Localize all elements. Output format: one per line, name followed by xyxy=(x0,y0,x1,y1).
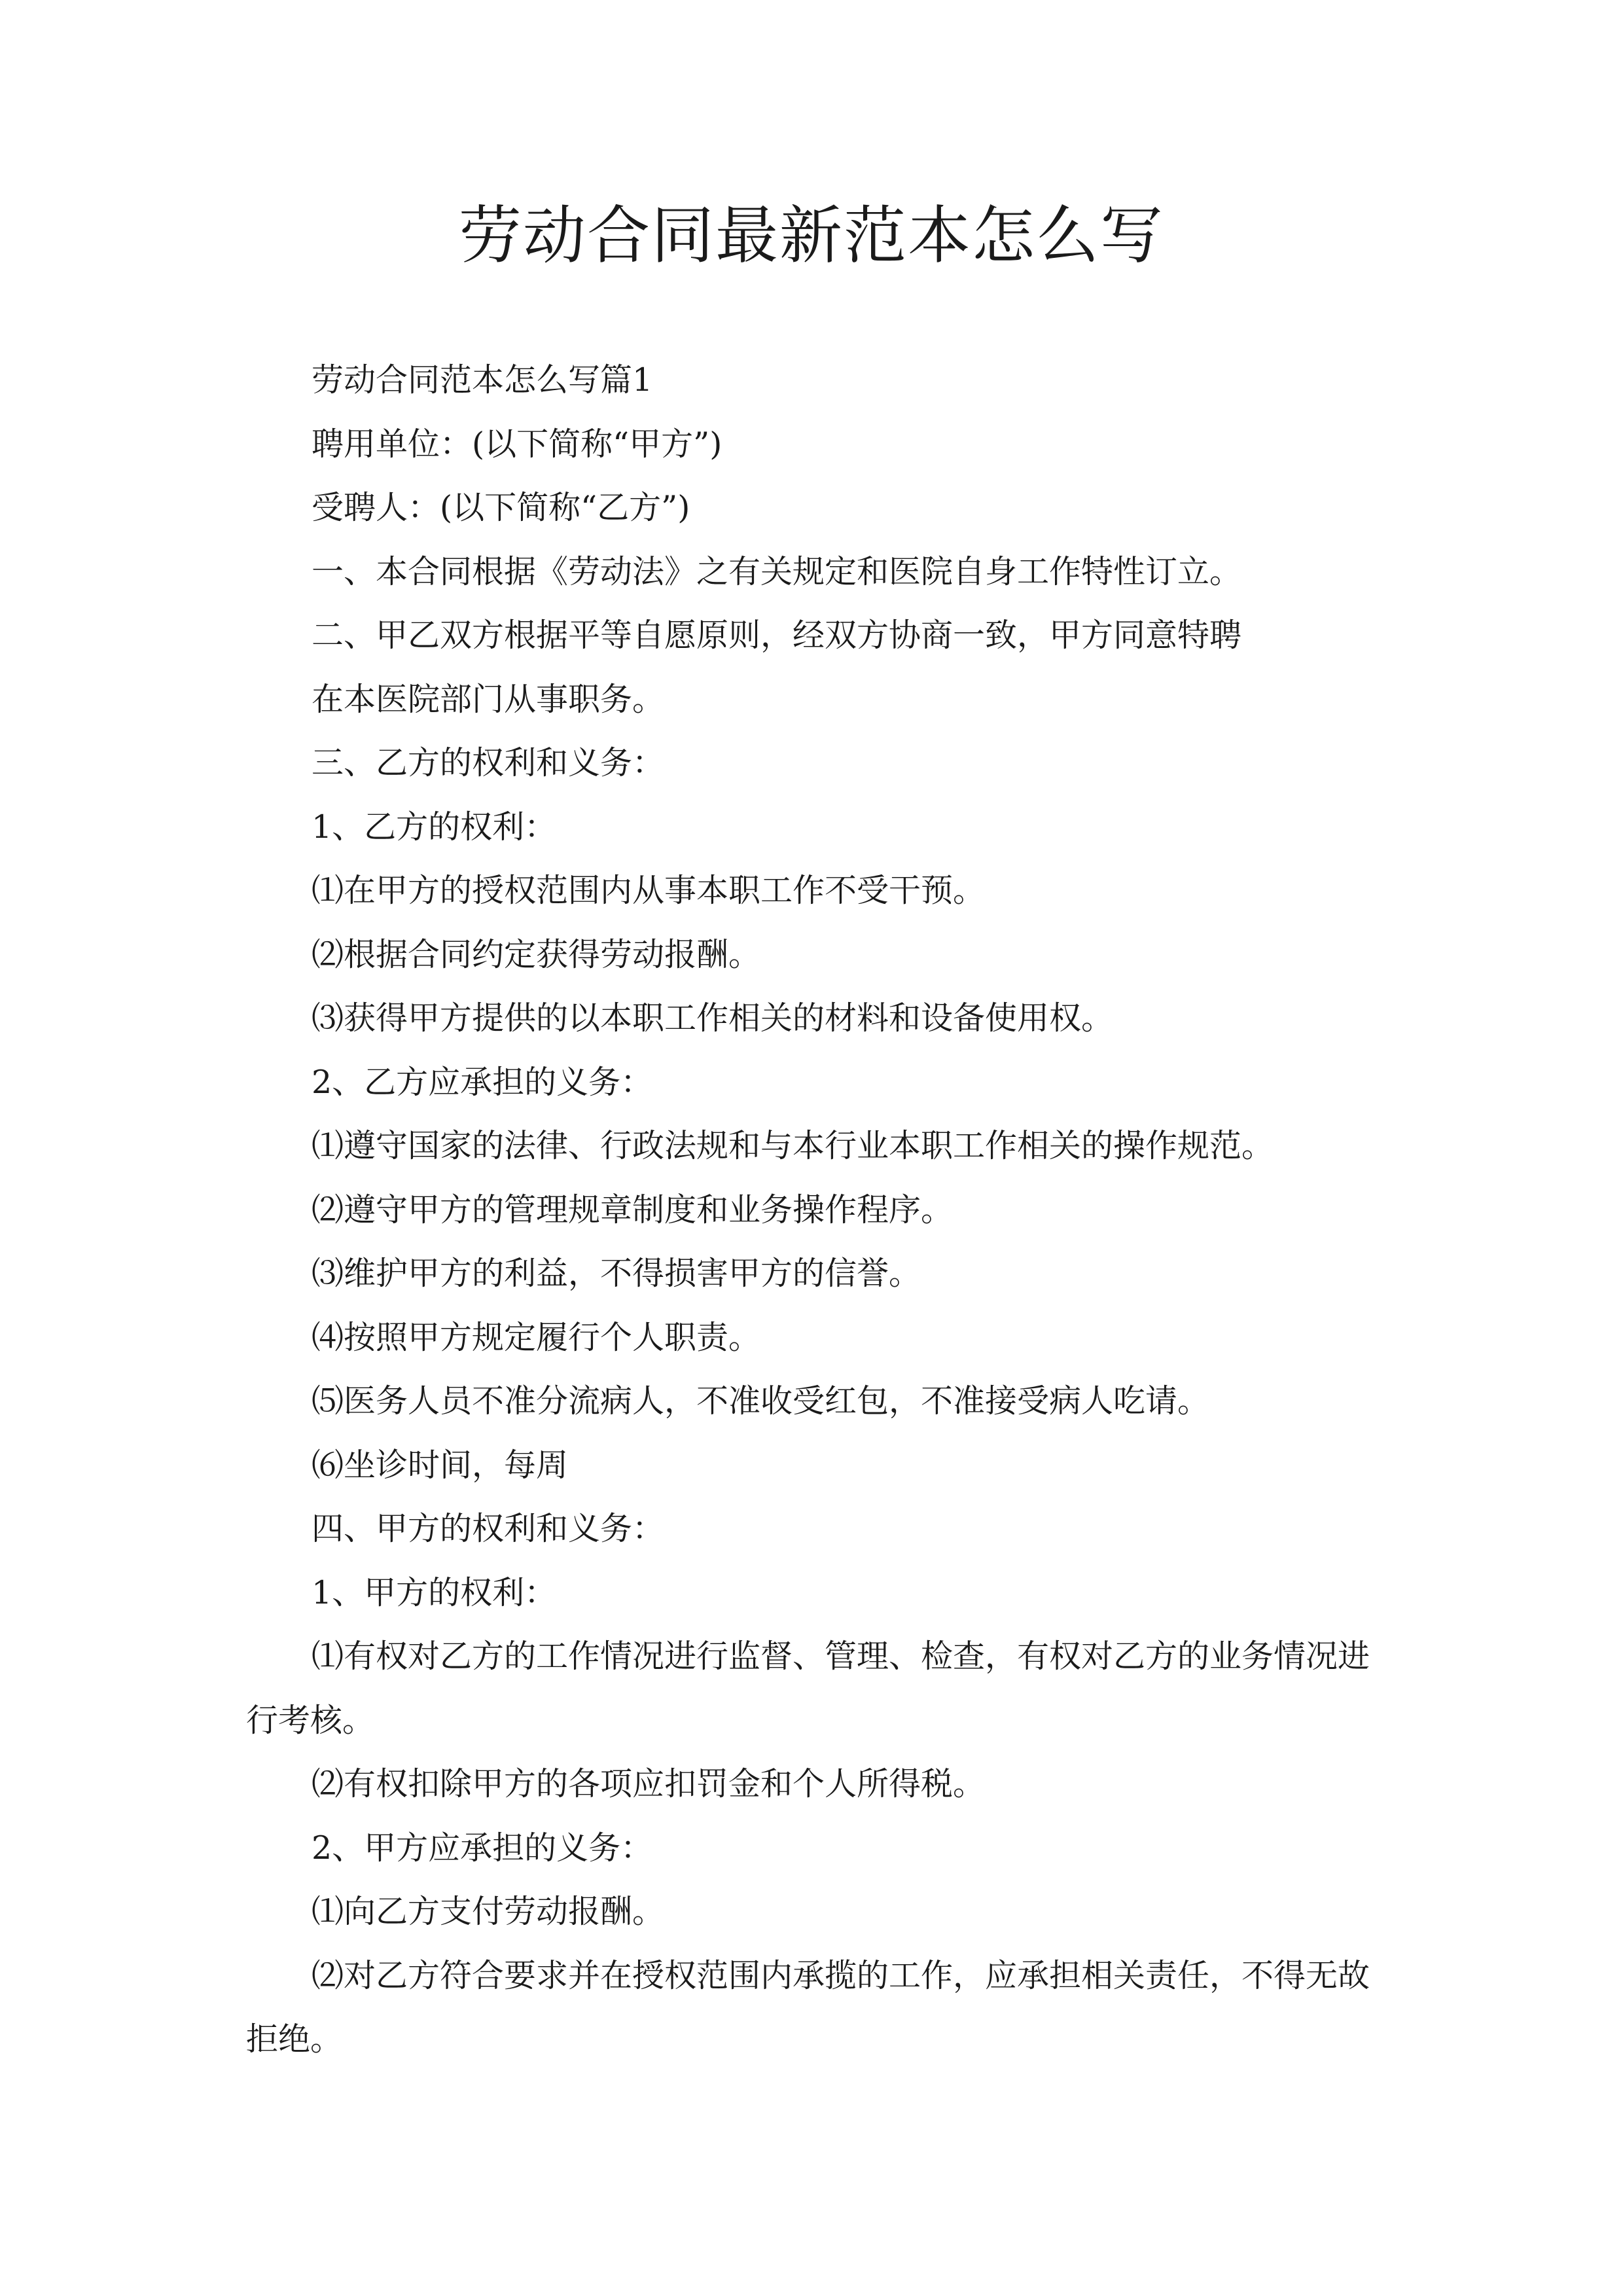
document-body xyxy=(246,348,1378,2072)
employee-duties-heading: 2、乙方应承担的义务： xyxy=(312,1063,653,1101)
clause-one: 一、本合同根据《劳动法》之有关规定和医院自身工作特性订立。 xyxy=(312,552,1242,590)
clause-two: 二、甲乙双方根据平等自愿原则，经双方协商一致，甲方同意特聘 xyxy=(312,617,1242,654)
employer-duty-item: ⑵对乙方符合要求并在授权范围内承揽的工作，应承担相关责任，不得无故拒绝。 xyxy=(246,1956,1370,2058)
employee-duty-item: ⑹坐诊时间，每周 xyxy=(312,1446,569,1484)
employee-duty-item: ⑷按照甲方规定履行个人职责。 xyxy=(312,1318,761,1356)
employer-right-item: ⑴有权对乙方的工作情况进行监督、管理、检查，有权对乙方的业务情况进行考核。 xyxy=(246,1638,1370,1739)
employee-right-item: ⑴在甲方的授权范围内从事本职工作不受干预。 xyxy=(312,872,986,909)
employee-rights-heading: 1、乙方的权利： xyxy=(312,808,557,846)
clause-four-heading: 四、甲方的权利和义务： xyxy=(312,1510,665,1547)
employee-duty-item: ⑶维护甲方的利益，不得损害甲方的信誉。 xyxy=(312,1255,921,1292)
clause-two-continued: 在本医院部门从事职务。 xyxy=(312,680,665,718)
employer-line: 聘用单位：(以下简称“甲方”) xyxy=(312,425,722,463)
employee-duty-item: ⑸医务人员不准分流病人，不准收受红包，不准接受病人吃请。 xyxy=(312,1382,1210,1420)
document-title: 劳动合同最新范本怎么写 xyxy=(459,199,1164,272)
clause-three-heading: 三、乙方的权利和义务： xyxy=(312,744,665,781)
section-heading: 劳动合同范本怎么写篇1 xyxy=(312,361,653,399)
employer-duty-item: ⑴向乙方支付劳动报酬。 xyxy=(312,1893,665,1930)
employee-duty-item: ⑵遵守甲方的管理规章制度和业务操作程序。 xyxy=(312,1191,954,1229)
employer-duties-heading: 2、甲方应承担的义务： xyxy=(312,1829,653,1867)
employer-right-item: ⑵有权扣除甲方的各项应扣罚金和个人所得税。 xyxy=(312,1765,986,1803)
employee-line: 受聘人：(以下简称“乙方”) xyxy=(312,489,690,526)
employer-rights-heading: 1、甲方的权利： xyxy=(312,1573,557,1611)
employee-right-item: ⑵根据合同约定获得劳动报酬。 xyxy=(312,935,761,973)
employee-right-item: ⑶获得甲方提供的以本职工作相关的材料和设备使用权。 xyxy=(312,999,1114,1037)
employee-duty-item: ⑴遵守国家的法律、行政法规和与本行业本职工作相关的操作规范。 xyxy=(312,1127,1274,1164)
